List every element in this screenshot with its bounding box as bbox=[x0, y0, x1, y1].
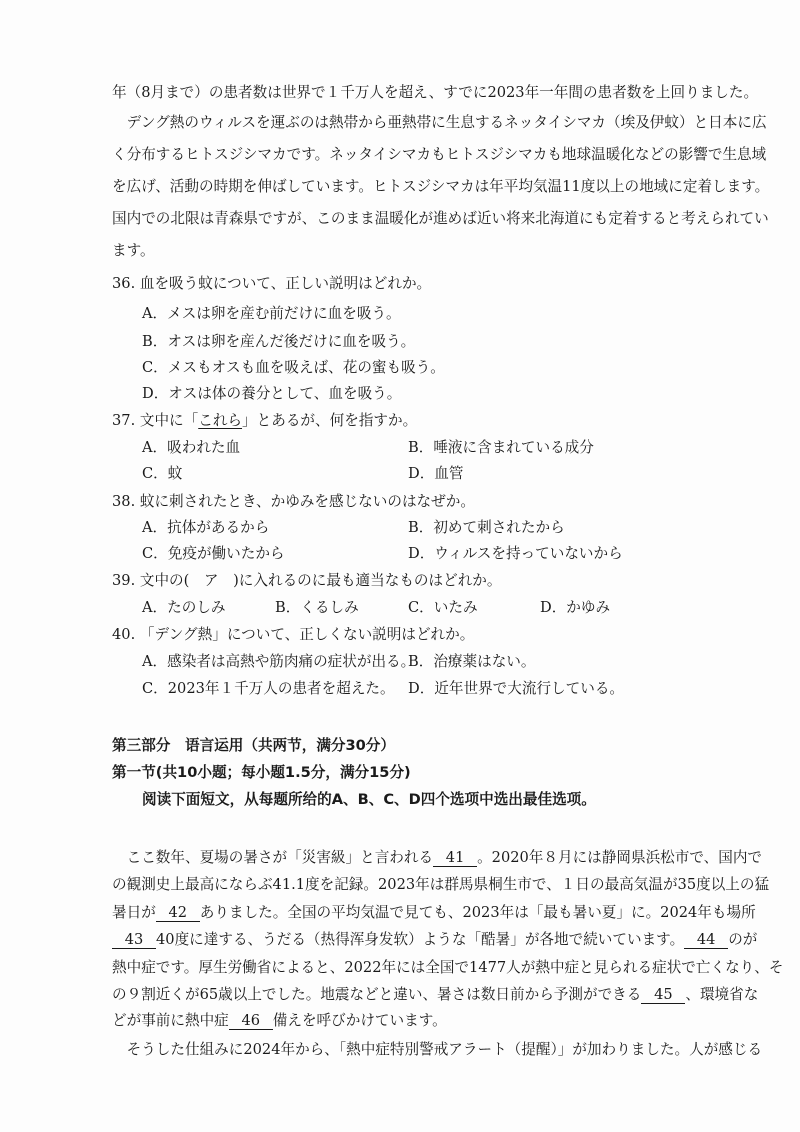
stem-text: 」とあるが、何を指すか。 bbox=[242, 412, 418, 429]
text-line: 年（8月まで）の患者数は世界で１千万人を超え、すでに2023年一年間の患者数を上回りました。 bbox=[112, 84, 759, 101]
passage-text: 暑日が bbox=[112, 904, 156, 921]
option-b: B．唾液に含まれている成分 bbox=[408, 439, 594, 456]
passage-text: 40度に達する、うだる（热得浑身发软）ような「酷暑」が各地で続いています。 bbox=[156, 931, 685, 948]
section-instruction: 阅读下面短文，从每题所给的A、B、C、D四个选项中选出最佳选项。 bbox=[142, 791, 596, 808]
underlined-word: これら bbox=[198, 412, 243, 429]
passage-text: 、環境省な bbox=[685, 986, 759, 1003]
passage-text: 。2020年８月には静岡県浜松市で、国内で bbox=[477, 849, 763, 866]
question-stem: 38. 蚊に刺されたとき、かゆみを感じないのはなぜか。 bbox=[112, 493, 475, 510]
passage-text: ありました。全国の平均気温で見ても、2023年は「最も暑い夏」に。2024年も場所 bbox=[199, 904, 756, 921]
option-c: C．免疫が働いたから bbox=[142, 545, 285, 562]
passage-text: の９割近くが65歳以上でした。地震などと違い、暑さは数日前から予測ができる bbox=[112, 986, 642, 1003]
option-a: A．メスは卵を産む前だけに血を吸う。 bbox=[142, 305, 401, 322]
option-d: D．かゆみ bbox=[540, 599, 611, 616]
text-line: を広げ、活動の時期を伸ばしています。ヒトスジシマカは年平均気温11度以上の地域に定着します。 bbox=[112, 178, 770, 195]
option-a: A．たのしみ bbox=[142, 599, 226, 616]
blank-42: 42 bbox=[156, 905, 200, 922]
passage-line bbox=[112, 875, 769, 895]
passage-line bbox=[112, 1040, 762, 1060]
blank-46: 46 bbox=[229, 1013, 273, 1030]
passage-line bbox=[112, 1011, 447, 1031]
passage-line bbox=[112, 985, 758, 1005]
passage-line bbox=[112, 930, 757, 950]
passage-text: ここ数年、夏場の暑さが「災害級」と言われる bbox=[112, 849, 434, 866]
passage-text: 熱中症です。厚生労働省によると、2022年には全国で1477人が熱中症と見られる症状で亡くなり、そ bbox=[112, 959, 784, 976]
passage-text: の観測史上最高にならぶ41.1度を記録。2023年は群馬県桐生市で、１日の最高気温が35度以上の猛 bbox=[112, 876, 770, 893]
option-a: A．抗体があるから bbox=[142, 519, 270, 536]
blank-45: 45 bbox=[641, 987, 685, 1004]
option-a: A．吸われた血 bbox=[142, 439, 241, 456]
text-line: く分布するヒトスジシマカです。ネッタイシマカもヒトスジシマカも地球温暖化などの影響で生息域 bbox=[112, 146, 767, 163]
passage-text: そうした仕組みに2024年から、「熱中症特別警戒アラート（提醒）」が加わりました。人が感じる bbox=[112, 1041, 763, 1058]
passage-line bbox=[112, 848, 762, 868]
question-stem: 40. 「デング熱」について、正しくない説明はどれか。 bbox=[112, 626, 475, 643]
option-d: D．血管 bbox=[408, 465, 464, 482]
option-c: C．メスもオスも血を吸えば、花の蜜も吸う。 bbox=[142, 359, 445, 376]
question-stem: 39. 文中の( ア )に入れるのに最も適当なものはどれか。 bbox=[112, 572, 502, 589]
option-a: A．感染者は高熱や筋肉痛の症状が出る。 bbox=[142, 653, 416, 670]
option-c: C．蚊 bbox=[142, 465, 183, 482]
option-c: C．2023年１千万人の患者を超えた。 bbox=[142, 680, 395, 697]
option-c: C．いたみ bbox=[408, 599, 478, 616]
passage-line bbox=[112, 958, 783, 978]
question-stem bbox=[112, 411, 417, 431]
section-title: 第三部分 语言运用（共两节，满分30分） bbox=[112, 737, 395, 754]
text-line: 国内での北限は青森県ですが、このまま温暖化が進めば近い将来北海道にも定着すると考えられてい bbox=[112, 210, 769, 227]
passage-line bbox=[112, 903, 756, 923]
blank-43: 43 bbox=[112, 932, 156, 949]
blank-41: 41 bbox=[433, 850, 477, 867]
option-b: B．くるしみ bbox=[275, 599, 359, 616]
section-subtitle: 第一节(共10小题；每小题1.5分，满分15分) bbox=[112, 764, 411, 781]
option-b: B．オスは卵を産んだ後だけに血を吸う。 bbox=[142, 333, 416, 350]
option-b: B．治療薬はない。 bbox=[408, 653, 536, 670]
option-b: B．初めて刺されたから bbox=[408, 519, 565, 536]
text-line: デング熱のウィルスを運ぶのは熱帯から亜熱帯に生息するネッタイシマカ（埃及伊蚊）と日本に広 bbox=[112, 114, 767, 131]
passage-text: 備えを呼びかけています。 bbox=[272, 1012, 447, 1029]
text-line: ます。 bbox=[112, 242, 155, 259]
passage-text: どが事前に熱中症 bbox=[112, 1012, 229, 1029]
blank-44: 44 bbox=[684, 932, 728, 949]
passage-text: のが bbox=[728, 931, 758, 948]
option-d: D．ウィルスを持っていないから bbox=[408, 545, 623, 562]
option-d: D．オスは体の養分として、血を吸う。 bbox=[142, 385, 402, 402]
question-stem: 36. 血を吸う蚊について、正しい説明はどれか。 bbox=[112, 275, 432, 292]
stem-text: 37. 文中に「 bbox=[112, 412, 199, 429]
option-d: D．近年世界で大流行している。 bbox=[408, 680, 625, 697]
